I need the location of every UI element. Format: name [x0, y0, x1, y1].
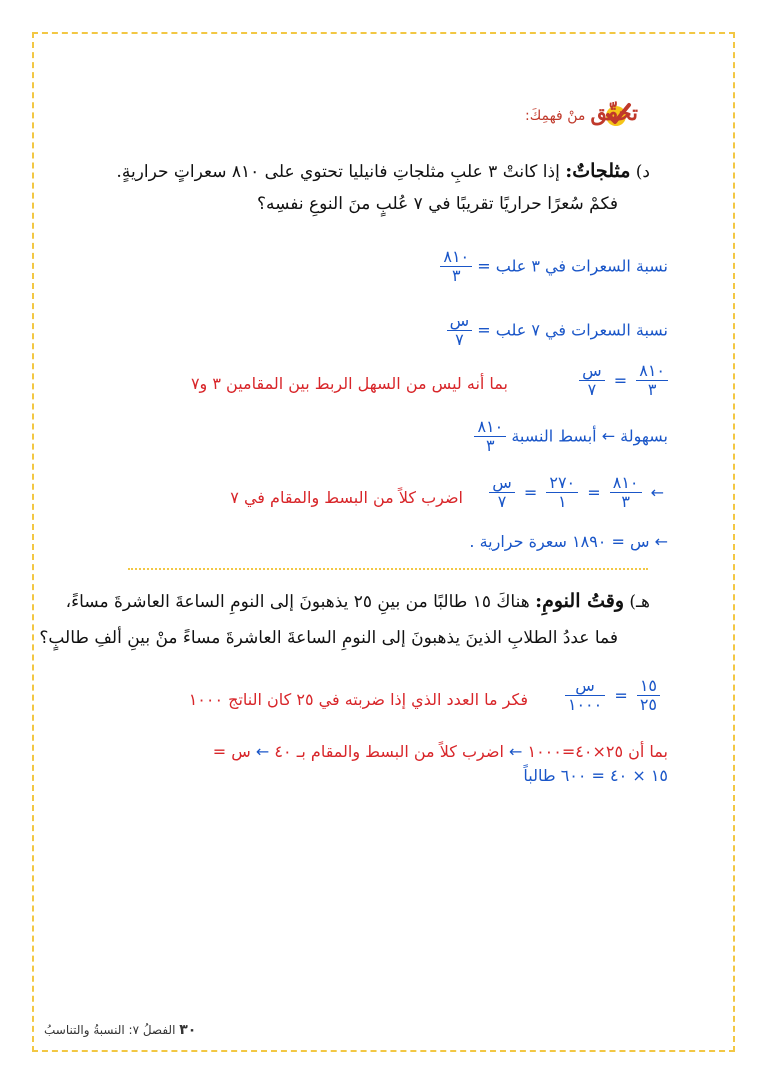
- arrow-icon: ←: [508, 742, 523, 761]
- sol-h-row1: [565, 677, 660, 715]
- section-divider: [128, 568, 648, 570]
- question-h-text1: هناكَ ١٥ طالبًا من بينِ ٢٥ يذهبونَ إلى النومِ الساعةَ العاشرةَ مساءً،: [65, 592, 530, 612]
- question-h-line1: [66, 590, 650, 612]
- fraction: [474, 418, 506, 456]
- sol-h-result: ١٥ × ٤٠ = ٦٠٠ طالباً: [523, 766, 668, 785]
- sol-d-row3: [579, 362, 668, 400]
- fraction: [546, 474, 578, 512]
- sol-d-row2: [447, 312, 668, 350]
- question-d-line2: فكمْ سُعرًا حراريًا تقريبًا في ٧ عُلبٍ منَ النوعِ نفسِه؟: [256, 194, 618, 214]
- numerator: ٨١٠: [474, 418, 506, 437]
- question-h-topic: وقتُ النومِ:: [535, 590, 625, 612]
- fraction: [610, 474, 642, 512]
- header-title: تحقّق: [590, 100, 638, 125]
- section-header: [525, 100, 638, 125]
- fraction: [579, 362, 605, 400]
- sol-d-row3-note: بما أنه ليس من السهل الربط بين المقامين ٣ و٧: [190, 374, 508, 393]
- denominator: ٧: [497, 492, 507, 512]
- sol-d-row1: [440, 248, 668, 286]
- sol-h-row2: [213, 742, 668, 761]
- equals-sign: =: [614, 686, 628, 706]
- numerator: س: [579, 362, 605, 381]
- fraction: [447, 312, 473, 350]
- denominator: ٢٥: [639, 695, 657, 715]
- denominator: ٣: [486, 436, 495, 456]
- numerator: ٨١٠: [440, 248, 472, 267]
- header-subtitle: منْ فهمِكَ:: [524, 108, 586, 124]
- question-d-line1: [116, 160, 650, 182]
- page-footer: [44, 1022, 196, 1038]
- fraction: [637, 677, 660, 715]
- question-d-text1: إذا كانتْ ٣ علبِ مثلجاتِ فانيليا تحتوي على ٨١٠ سعراتٍ حراريةٍ.: [116, 162, 560, 182]
- sol-d-row4: [474, 418, 668, 456]
- numerator: ١٥: [637, 677, 660, 696]
- denominator: ٧: [455, 330, 464, 350]
- fraction: [565, 677, 605, 715]
- numerator: ٨١٠: [636, 362, 668, 381]
- numerator: س: [565, 677, 605, 696]
- sol-d-row5: [489, 474, 668, 512]
- arrow-icon: ←: [650, 483, 664, 503]
- denominator: ٣: [647, 380, 657, 400]
- equals-sign: =: [523, 483, 538, 503]
- equals-sign: =: [613, 371, 628, 391]
- question-h-line2: فما عددُ الطلابِ الذينَ يذهبونَ إلى النومِ الساعةَ العاشرةَ مساءً منْ بينِ ألفِ طالبٍ؟: [39, 628, 618, 648]
- sol-h-row2-part1: بما أن ٢٥×٤٠=١٠٠٠: [527, 742, 668, 761]
- sol-h-row1-note: فكر ما العدد الذي إذا ضربته في ٢٥ كان الناتج ١٠٠٠: [188, 690, 528, 709]
- equals-sign: =: [587, 483, 601, 503]
- chapter-title: الفصلُ ٧: النسبةُ والتناسبُ: [44, 1023, 176, 1037]
- numerator: س: [447, 312, 473, 331]
- numerator: ٢٧٠: [546, 474, 578, 493]
- sol-d-row2-text: نسبة السعرات في ٧ علب =: [477, 320, 668, 340]
- sol-d-row1-text: نسبة السعرات في ٣ علب =: [477, 256, 668, 276]
- arrow-icon: ←: [255, 742, 270, 761]
- numerator: ٨١٠: [610, 474, 642, 493]
- denominator: ٣: [621, 492, 630, 512]
- sol-d-row5-note: اضرب كلاً من البسط والمقام في ٧: [230, 488, 463, 507]
- question-d-letter: د): [635, 162, 650, 182]
- question-d-topic: مثلجاتٌ:: [565, 160, 631, 182]
- fraction: [489, 474, 515, 512]
- denominator: ٧: [587, 380, 597, 400]
- question-h-letter: هـ): [629, 592, 650, 612]
- numerator: س: [489, 474, 515, 493]
- denominator: ١: [557, 492, 567, 512]
- sol-h-row2-part3: س =: [212, 742, 251, 761]
- fraction: [440, 248, 472, 286]
- denominator: ٣: [451, 266, 461, 286]
- fraction: [636, 362, 668, 400]
- page-number: ٣٠: [179, 1022, 197, 1038]
- sol-d-row4-text: بسهولة ← أبسط النسبة: [511, 426, 668, 446]
- denominator: ١٠٠٠: [567, 695, 603, 715]
- sol-h-row2-part2: اضرب كلاً من البسط والمقام بـ ٤٠: [274, 742, 504, 761]
- sol-d-result: ← س = ١٨٩٠ سعرة حرارية .: [469, 532, 668, 551]
